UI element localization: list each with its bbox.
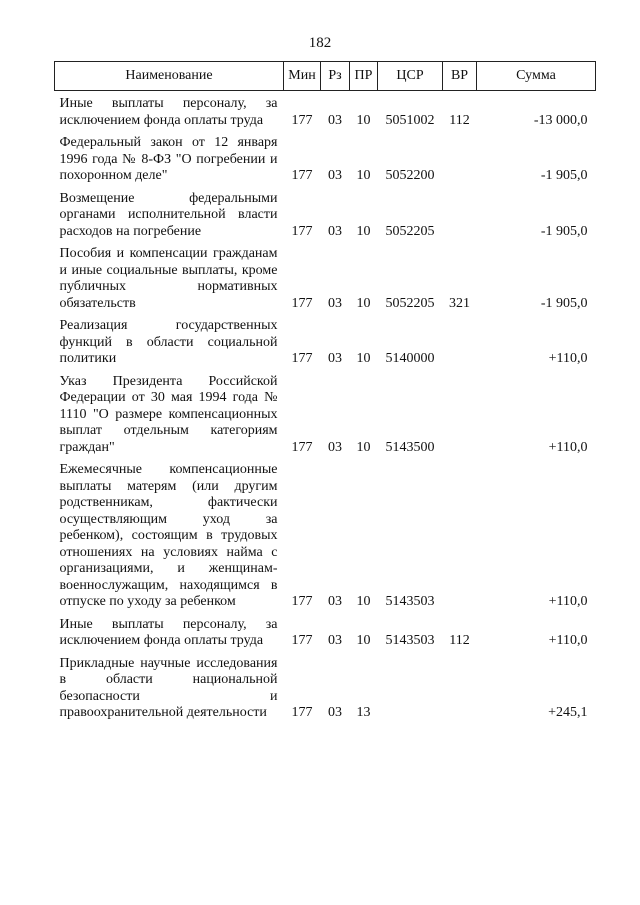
header-row — [55, 62, 596, 91]
row-csr: 5140000 — [385, 351, 435, 366]
header-csr: ЦСР — [378, 62, 443, 91]
row-vr — [443, 368, 477, 457]
page-number: 182 — [308, 35, 332, 51]
table-row — [55, 650, 596, 722]
row-sum: -13 000,0 — [533, 112, 588, 128]
row-min: 177 — [291, 112, 313, 128]
row-vr — [443, 129, 477, 185]
row-name: Прикладные научные исследования в области национальной безопасности и правоохранительной деятельности — [59, 655, 278, 720]
row-sum: +245,1 — [548, 705, 588, 720]
table-header — [55, 62, 596, 91]
table-row — [55, 312, 596, 368]
header-sum: Сумма — [477, 62, 596, 91]
row-rz: 03 — [328, 633, 342, 648]
table-row — [55, 185, 596, 241]
row-min: 177 — [291, 351, 313, 366]
row-pr: 10 — [356, 439, 371, 455]
row-csr: 5052200 — [385, 168, 435, 183]
row-name: Указ Президента Российской Федерации от 30 мая 1994 года № 1110 "О размере компенсационных выплат отдельным категориям граждан" — [59, 373, 278, 455]
row-sum: -1 905,0 — [540, 295, 588, 311]
row-vr: 112 — [449, 633, 470, 648]
row-name: Иные выплаты персоналу, за исключением фонда оплаты труда — [59, 616, 278, 648]
row-rz: 03 — [328, 223, 342, 239]
row-sum: +110,0 — [548, 594, 588, 609]
row-pr: 10 — [356, 168, 371, 183]
row-csr: 5051002 — [385, 112, 435, 128]
row-name: Федеральный закон от 12 января 1996 года № 8-ФЗ "О погребении и похоронном деле" — [59, 135, 278, 183]
row-rz: 03 — [328, 168, 342, 183]
table-row — [55, 456, 596, 611]
row-rz: 03 — [328, 705, 342, 720]
table-row — [55, 611, 596, 650]
row-csr: 5143503 — [385, 594, 435, 609]
row-pr: 10 — [356, 633, 371, 648]
row-pr: 10 — [356, 594, 371, 609]
row-min: 177 — [291, 439, 313, 455]
row-csr: 5052205 — [385, 223, 435, 239]
row-rz: 03 — [328, 351, 342, 366]
header-rz: Рз — [321, 62, 350, 91]
row-min: 177 — [291, 168, 313, 183]
row-min: 177 — [291, 594, 313, 609]
header-name: Наименование — [55, 62, 284, 91]
header-vr: ВР — [443, 62, 477, 91]
row-pr: 10 — [356, 112, 371, 128]
row-pr: 10 — [356, 223, 371, 239]
table-row — [55, 129, 596, 185]
row-min: 177 — [291, 705, 313, 720]
row-pr: 10 — [356, 295, 371, 311]
row-name: Реализация государственных функций в области социальной политики — [59, 318, 278, 366]
row-name: Пособия и компенсации гражданам и иные социальные выплаты, кроме публичных нормативных обязательств — [59, 246, 278, 311]
row-vr — [443, 650, 477, 722]
row-csr: 5143500 — [385, 439, 435, 455]
row-min: 177 — [291, 295, 313, 311]
table-body — [55, 91, 596, 722]
row-vr — [443, 185, 477, 241]
row-sum: +110,0 — [548, 439, 588, 455]
row-sum: +110,0 — [548, 351, 588, 366]
row-min: 177 — [291, 223, 313, 239]
row-csr: 5052205 — [385, 295, 435, 311]
row-vr — [443, 456, 477, 611]
row-min: 177 — [291, 633, 313, 648]
row-sum: -1 905,0 — [540, 223, 588, 239]
row-sum: +110,0 — [548, 633, 588, 648]
row-name: Иные выплаты персоналу, за исключением фонда оплаты труда — [59, 96, 278, 128]
table-row — [55, 368, 596, 457]
row-pr: 13 — [356, 705, 371, 720]
row-vr: 321 — [449, 295, 470, 311]
row-rz: 03 — [328, 295, 342, 311]
row-csr — [378, 650, 443, 722]
row-rz: 03 — [328, 594, 342, 609]
header-pr: ПР — [350, 62, 378, 91]
row-name: Возмещение федеральными органами исполнительной власти расходов на погребение — [59, 190, 278, 239]
row-vr — [443, 312, 477, 368]
row-sum: -1 905,0 — [540, 168, 588, 183]
table-row — [55, 91, 596, 130]
row-rz: 03 — [328, 439, 342, 455]
table-row — [55, 240, 596, 312]
row-csr: 5143503 — [385, 633, 435, 648]
row-pr: 10 — [356, 351, 371, 366]
row-vr: 112 — [449, 112, 470, 128]
header-min: Мин — [284, 62, 321, 91]
budget-table — [54, 61, 596, 722]
row-name: Ежемесячные компенсационные выплаты матерям (или другим родственникам, фактически осуществляющим уход за ребенком), состоящим в трудовых отношениях на условиях найма с организациями, и женщинам-военнослужащим, находящимся в отпуске по уходу за ребенком — [59, 462, 278, 609]
row-rz: 03 — [328, 112, 342, 128]
